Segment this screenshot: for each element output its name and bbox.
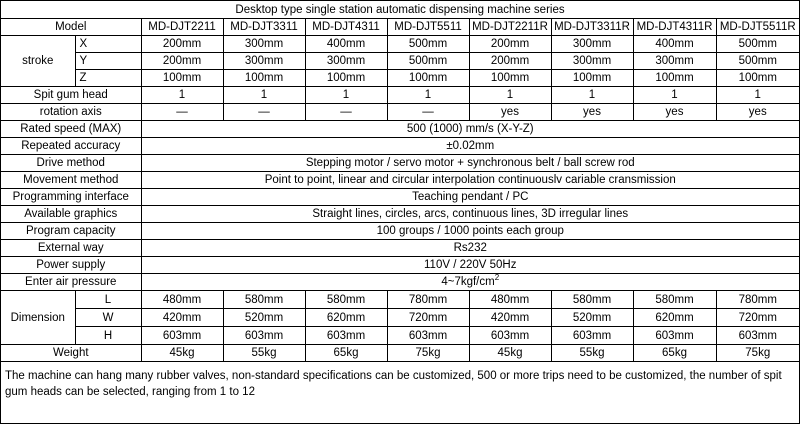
model-header: MD-DJT5511R bbox=[716, 19, 799, 36]
table-cell: 720mm bbox=[387, 309, 469, 327]
dimension-row bbox=[1, 291, 799, 309]
table-cell: 720mm bbox=[716, 309, 799, 327]
air-pressure-row bbox=[1, 274, 799, 291]
spec-row bbox=[1, 189, 799, 206]
table-cell: 780mm bbox=[716, 291, 799, 309]
row-label: Weight bbox=[1, 345, 141, 362]
table-cell: 500mm bbox=[716, 53, 799, 70]
table-cell: 480mm bbox=[141, 291, 223, 309]
axis-label: L bbox=[75, 291, 141, 309]
table-cell: 65kg bbox=[305, 345, 387, 362]
dimension-label: Dimension bbox=[1, 291, 75, 345]
spec-value: Point to point, linear and circular interpolation continuouslv cariable cransmission bbox=[141, 172, 799, 189]
table-cell: 55kg bbox=[223, 345, 305, 362]
spec-row bbox=[1, 138, 799, 155]
table-cell: — bbox=[141, 104, 223, 121]
table-cell: 300mm bbox=[305, 53, 387, 70]
table-title: Desktop type single station automatic dispensing machine series bbox=[1, 1, 799, 19]
table-cell: 300mm bbox=[633, 53, 716, 70]
axis-label: Y bbox=[75, 53, 141, 70]
stroke-label: stroke bbox=[1, 36, 75, 87]
table-cell: 200mm bbox=[141, 36, 223, 53]
rotation-axis-row bbox=[1, 104, 799, 121]
table-cell: 400mm bbox=[305, 36, 387, 53]
spec-label: Program capacity bbox=[1, 223, 141, 240]
table-cell: 580mm bbox=[223, 291, 305, 309]
spit-gum-head-row bbox=[1, 87, 799, 104]
air-pressure-value: 4~7kgf/cm bbox=[441, 276, 494, 288]
table-cell: yes bbox=[633, 104, 716, 121]
table-cell: 603mm bbox=[141, 327, 223, 345]
table-cell: 100mm bbox=[469, 70, 551, 87]
table-cell: 1 bbox=[141, 87, 223, 104]
model-header: MD-DJT4311 bbox=[305, 19, 387, 36]
spec-row bbox=[1, 240, 799, 257]
spec-label: Programming interface bbox=[1, 189, 141, 206]
spec-value: 110V / 220V 50Hz bbox=[141, 257, 799, 274]
axis-label: H bbox=[75, 327, 141, 345]
table-cell: 1 bbox=[469, 87, 551, 104]
spec-value: ±0.02mm bbox=[141, 138, 799, 155]
table-cell: 45kg bbox=[469, 345, 551, 362]
table-cell: 100mm bbox=[141, 70, 223, 87]
table-cell: yes bbox=[716, 104, 799, 121]
table-cell: 200mm bbox=[469, 53, 551, 70]
spec-label: Rated speed (MAX) bbox=[1, 121, 141, 138]
spec-row bbox=[1, 121, 799, 138]
table-cell: 100mm bbox=[633, 70, 716, 87]
table-cell: 55kg bbox=[551, 345, 633, 362]
table-cell: 580mm bbox=[633, 291, 716, 309]
footnote: The machine can hang many rubber valves, non-standard specifications can be customized, 500 or more trips need to be customized, the number of spit gum heads can be selected, ranging from 1 to 12 bbox=[1, 362, 799, 440]
spec-label: Drive method bbox=[1, 155, 141, 172]
spec-value: Stepping motor / servo motor + synchronous belt / ball screw rod bbox=[141, 155, 799, 172]
spec-row bbox=[1, 206, 799, 223]
spec-label: Power supply bbox=[1, 257, 141, 274]
model-header: MD-DJT5511 bbox=[387, 19, 469, 36]
table-cell: — bbox=[387, 104, 469, 121]
table-cell: 580mm bbox=[305, 291, 387, 309]
spec-label: Movement method bbox=[1, 172, 141, 189]
weight-row bbox=[1, 345, 799, 362]
table-cell: 500mm bbox=[716, 36, 799, 53]
spec-value: Straight lines, circles, arcs, continuous lines, 3D irregular lines bbox=[141, 206, 799, 223]
table-cell: 300mm bbox=[223, 36, 305, 53]
model-header: MD-DJT4311R bbox=[633, 19, 716, 36]
table-cell: 1 bbox=[716, 87, 799, 104]
table-cell: 300mm bbox=[551, 53, 633, 70]
table-cell: 580mm bbox=[551, 291, 633, 309]
table-cell: 500mm bbox=[387, 36, 469, 53]
table-cell: 200mm bbox=[469, 36, 551, 53]
table-cell: 480mm bbox=[469, 291, 551, 309]
model-header: MD-DJT3311R bbox=[551, 19, 633, 36]
spec-value bbox=[141, 274, 799, 291]
table-cell: 100mm bbox=[551, 70, 633, 87]
table-cell: 603mm bbox=[387, 327, 469, 345]
header-label: Model bbox=[1, 19, 141, 36]
table-cell: 1 bbox=[305, 87, 387, 104]
table-cell: 603mm bbox=[716, 327, 799, 345]
table-cell: 620mm bbox=[305, 309, 387, 327]
spec-row bbox=[1, 155, 799, 172]
table-cell: 65kg bbox=[633, 345, 716, 362]
spec-label: Repeated accuracy bbox=[1, 138, 141, 155]
table-cell: 45kg bbox=[141, 345, 223, 362]
table-cell: 500mm bbox=[387, 53, 469, 70]
stroke-row bbox=[1, 70, 799, 87]
table-cell: 603mm bbox=[469, 327, 551, 345]
table-cell: 520mm bbox=[551, 309, 633, 327]
spec-row bbox=[1, 257, 799, 274]
table-cell: 420mm bbox=[141, 309, 223, 327]
spec-label: Enter air pressure bbox=[1, 274, 141, 291]
table-cell: — bbox=[305, 104, 387, 121]
table-cell: 520mm bbox=[223, 309, 305, 327]
spec-label: Available graphics bbox=[1, 206, 141, 223]
table-cell: 100mm bbox=[223, 70, 305, 87]
table-cell: 1 bbox=[633, 87, 716, 104]
spec-value: Teaching pendant / PC bbox=[141, 189, 799, 206]
table-cell: 100mm bbox=[387, 70, 469, 87]
table-cell: 300mm bbox=[551, 36, 633, 53]
table-cell: 420mm bbox=[469, 309, 551, 327]
table-cell: 1 bbox=[551, 87, 633, 104]
model-header: MD-DJT3311 bbox=[223, 19, 305, 36]
table-cell: 400mm bbox=[633, 36, 716, 53]
spec-table bbox=[1, 1, 799, 440]
spec-row bbox=[1, 223, 799, 240]
table-cell: 1 bbox=[223, 87, 305, 104]
table-cell: 603mm bbox=[551, 327, 633, 345]
table-cell: yes bbox=[469, 104, 551, 121]
table-cell: 100mm bbox=[716, 70, 799, 87]
model-header: MD-DJT2211R bbox=[469, 19, 551, 36]
axis-label: W bbox=[75, 309, 141, 327]
table-cell: 200mm bbox=[141, 53, 223, 70]
spec-value: 500 (1000) mm/s (X-Y-Z) bbox=[141, 121, 799, 138]
table-cell: 780mm bbox=[387, 291, 469, 309]
table-cell: 75kg bbox=[716, 345, 799, 362]
axis-label: X bbox=[75, 36, 141, 53]
table-cell: yes bbox=[551, 104, 633, 121]
table-cell: — bbox=[223, 104, 305, 121]
axis-label: Z bbox=[75, 70, 141, 87]
header-row bbox=[1, 19, 799, 36]
table-cell: 75kg bbox=[387, 345, 469, 362]
stroke-row bbox=[1, 53, 799, 70]
spec-value: Rs232 bbox=[141, 240, 799, 257]
row-label: Spit gum head bbox=[1, 87, 141, 104]
table-cell: 300mm bbox=[223, 53, 305, 70]
spec-row bbox=[1, 172, 799, 189]
table-cell: 603mm bbox=[223, 327, 305, 345]
stroke-row bbox=[1, 36, 799, 53]
table-cell: 620mm bbox=[633, 309, 716, 327]
dimension-row bbox=[1, 327, 799, 345]
spec-value: 100 groups / 1000 points each group bbox=[141, 223, 799, 240]
row-label: rotation axis bbox=[1, 104, 141, 121]
table-cell: 100mm bbox=[305, 70, 387, 87]
note-row bbox=[1, 362, 799, 440]
dimension-row bbox=[1, 309, 799, 327]
table-cell: 603mm bbox=[633, 327, 716, 345]
spec-label: External way bbox=[1, 240, 141, 257]
air-pressure-unit-exponent: 2 bbox=[495, 274, 499, 283]
model-header: MD-DJT2211 bbox=[141, 19, 223, 36]
table-cell: 1 bbox=[387, 87, 469, 104]
table-cell: 603mm bbox=[305, 327, 387, 345]
